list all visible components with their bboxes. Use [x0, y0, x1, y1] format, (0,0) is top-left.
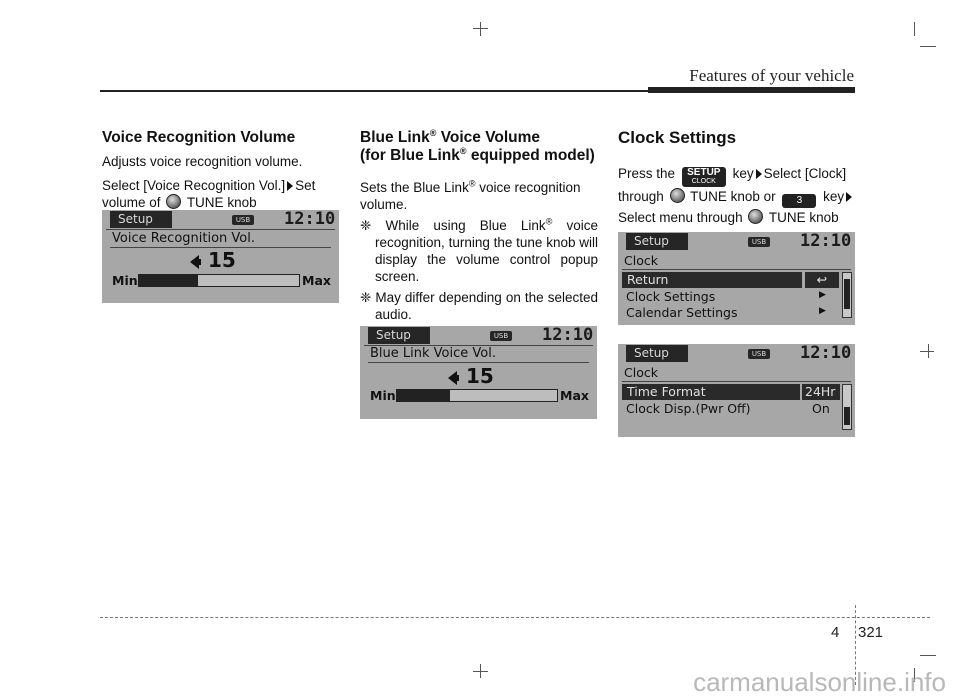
popup-title: Voice Recognition Vol.	[112, 231, 255, 246]
crop-mark-right-bar	[920, 351, 934, 352]
section-heading: Blue Link® Voice Volume (for Blue Link® equipped model)	[360, 127, 595, 164]
scrollbar	[842, 272, 852, 318]
menu-item-clock-display: Clock Disp.(Pwr Off)	[626, 401, 751, 416]
screen-clock: 12:10	[284, 209, 336, 229]
arrow-right-icon	[287, 181, 293, 191]
volume-value: 15	[466, 364, 494, 388]
key-3: 3	[782, 194, 816, 208]
crop-mark-top-right-bar	[920, 46, 936, 47]
screen-tab: Setup	[110, 211, 172, 228]
speaker-icon	[190, 255, 199, 269]
menu-item-time-format: Time Format	[622, 384, 800, 400]
volume-value: 15	[208, 248, 236, 272]
usb-badge: USB	[232, 215, 254, 225]
tune-knob-icon	[670, 188, 685, 203]
chevron-right-icon: ▶	[819, 290, 826, 300]
arrow-right-icon	[756, 169, 762, 179]
max-label: Max	[560, 388, 589, 403]
chapter-number: 4	[831, 624, 840, 641]
menu-item-clock-settings: Clock Settings	[626, 289, 716, 304]
popup-title: Blue Link Voice Vol.	[370, 346, 496, 361]
paragraph: Select [Voice Recognition Vol.] Set volume of TUNE knob	[102, 178, 316, 210]
watermark: carmanualsonline.info	[693, 667, 946, 697]
tune-knob-icon	[748, 209, 763, 224]
volume-bar	[138, 274, 300, 287]
return-icon: ↩	[805, 272, 839, 288]
header-bar	[648, 87, 855, 93]
menu-title: Clock	[624, 253, 658, 268]
page-header-title: Features of your vehicle	[689, 66, 854, 85]
note-item: ❈ While using Blue Link® voice recognition, turning the tune knob will display the volume control popup screen.	[360, 216, 598, 284]
crop-mark-top-bar	[473, 28, 488, 29]
crop-mark-top	[480, 22, 481, 36]
max-label: Max	[302, 273, 331, 288]
screen-divider	[368, 362, 589, 363]
arrow-right-icon	[846, 192, 852, 202]
section-heading: Voice Recognition Volume	[102, 129, 296, 146]
screen-divider	[622, 269, 851, 270]
section-heading: Clock Settings	[618, 128, 737, 147]
tune-knob-icon	[166, 194, 181, 209]
scrollbar	[842, 384, 852, 430]
volume-bar	[396, 389, 558, 402]
lcd-screen-voice-recognition	[102, 210, 339, 303]
screen-clock: 12:10	[542, 325, 594, 345]
min-label: Min	[112, 273, 138, 288]
page-number: 321	[858, 624, 884, 641]
min-label: Min	[370, 388, 396, 403]
menu-item-return: Return	[622, 272, 802, 288]
lcd-screen-clock-menu	[618, 232, 855, 325]
volume-fill	[139, 275, 198, 286]
clock-display-value: On	[812, 401, 830, 416]
usb-badge: USB	[748, 237, 770, 247]
screen-tab: Setup	[626, 233, 688, 250]
scrollbar-thumb	[844, 279, 850, 309]
paragraph: Sets the Blue Link® voice recognition volume.	[360, 178, 581, 212]
screen-divider	[622, 381, 851, 382]
column-clock-settings	[618, 129, 856, 227]
speaker-icon	[448, 371, 457, 385]
crop-mark-bottom-bar	[473, 671, 488, 672]
screen-tab: Setup	[368, 327, 430, 344]
time-format-value: 24Hr	[802, 384, 840, 400]
lcd-screen-blue-link	[360, 326, 597, 419]
menu-item-calendar-settings: Calendar Settings	[626, 305, 738, 320]
volume-fill	[397, 390, 450, 401]
column-voice-recognition	[102, 129, 340, 211]
menu-title: Clock	[624, 365, 658, 380]
usb-badge: USB	[490, 331, 512, 341]
screen-clock: 12:10	[800, 231, 852, 251]
note-item: ❈ May differ depending on the selected audio.	[360, 290, 598, 322]
screen-clock: 12:10	[800, 343, 852, 363]
paragraph: Press the SETUP CLOCK key Select [Clock] through TUNE knob or 3 key Select menu through TUNE knob	[618, 164, 856, 227]
screen-divider	[106, 229, 335, 230]
chevron-right-icon: ▶	[819, 306, 826, 316]
footer-dashed-rule	[100, 617, 930, 618]
scrollbar-thumb	[844, 407, 850, 425]
paragraph: Adjusts voice recognition volume.	[102, 154, 303, 169]
setup-clock-key: SETUP CLOCK	[682, 167, 726, 187]
usb-badge: USB	[748, 349, 770, 359]
lcd-screen-clock-options	[618, 344, 855, 437]
column-blue-link	[360, 129, 598, 323]
crop-mark-bottom-right-bar	[920, 655, 936, 656]
crop-mark-top-right	[914, 22, 915, 36]
screen-tab: Setup	[626, 345, 688, 362]
header-rule	[100, 90, 648, 92]
